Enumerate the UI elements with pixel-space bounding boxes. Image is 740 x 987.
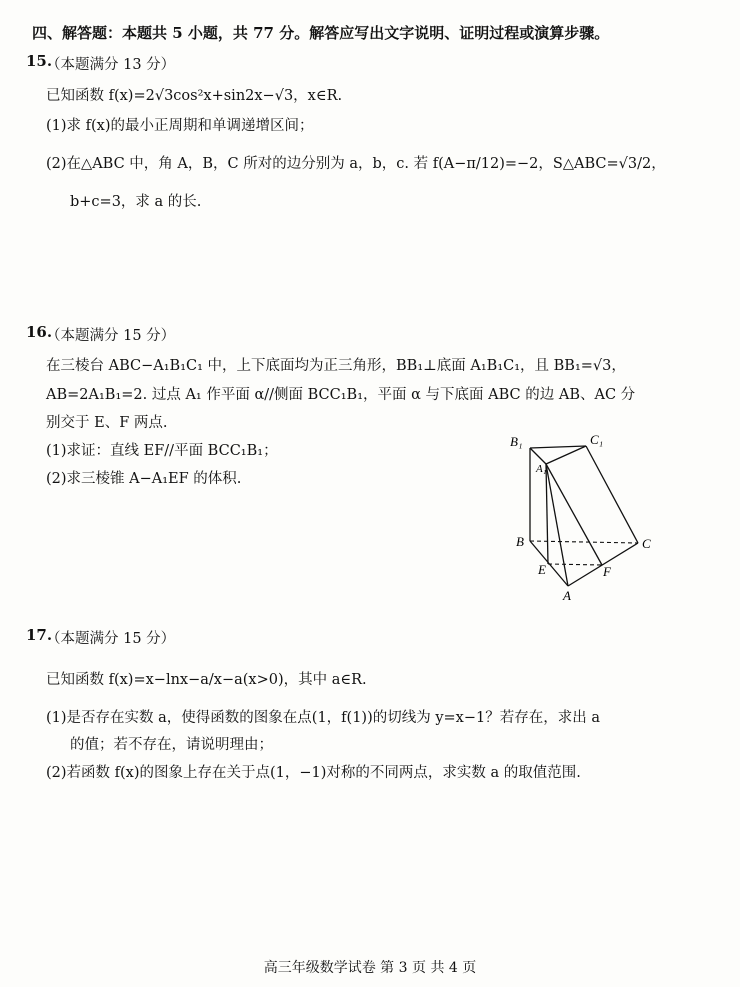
question-part-1: (1)求证：直线 EF//平面 BCC₁B₁； — [46, 443, 278, 459]
question-text: 在三棱台 ABC−A₁B₁C₁ 中，上下底面均为正三角形，BB₁⊥底面 A₁B₁C₁，且 BB₁=√3， — [46, 358, 626, 374]
question-text-cont: AB=2A₁B₁=2. 过点 A₁ 作平面 α//侧面 BCC₁B₁，平面 α 与下底面 ABC 的边 AB、AC 分 — [46, 387, 636, 403]
label-a: A — [563, 588, 571, 603]
question-number: 15. — [26, 52, 53, 70]
question-part-2-cont: b+c=3，求 a 的长. — [70, 194, 202, 210]
question-part-1: (1)是否存在实数 a，使得函数的图象在点(1，f(1))的切线为 y=x−1？若存在，求出 a — [46, 710, 600, 726]
question-text: 已知函数 f(x)=2√3cos²x+sin2x−√3，x∈R. — [46, 88, 343, 104]
label-b1: B₁ — [510, 434, 523, 449]
label-e: E — [538, 562, 546, 577]
label-c1: C₁ — [590, 432, 604, 447]
question-part-2: (2)求三棱锥 A−A₁EF 的体积. — [46, 471, 242, 487]
question-number: 17. — [26, 626, 53, 644]
page-footer: 高三年级数学试卷 第 3 页 共 4 页 — [263, 960, 477, 976]
question-part-1-cont: 的值；若不存在，请说明理由； — [70, 737, 273, 753]
question-score: （本题满分 15 分） — [46, 328, 176, 344]
label-a1: A₁ — [536, 463, 547, 475]
question-part-2: (2)在△ABC 中，角 A，B，C 所对的边分别为 a，b，c. 若 f(A−π/12)=−2，S△ABC=√3/2， — [46, 156, 666, 172]
question-part-2: (2)若函数 f(x)的图象上存在关于点(1，−1)对称的不同两点，求实数 a 的取值范围. — [46, 765, 581, 781]
question-text-cont: 别交于 E、F 两点. — [46, 415, 168, 431]
label-c: C — [642, 536, 651, 551]
question-number: 16. — [26, 323, 53, 341]
label-f: F — [603, 564, 611, 579]
question-score: （本题满分 13 分） — [46, 57, 176, 73]
question-score: （本题满分 15 分） — [46, 631, 176, 647]
frustum-figure — [490, 428, 670, 603]
question-text: 已知函数 f(x)=x−lnx−a/x−a(x>0)，其中 a∈R. — [46, 672, 367, 688]
section-header: 四、解答题：本题共 5 小题，共 77 分。解答应写出文字说明、证明过程或演算步骤。 — [32, 24, 610, 42]
label-b: B — [516, 534, 524, 549]
question-part-1: (1)求 f(x)的最小正周期和单调递增区间； — [46, 118, 314, 134]
